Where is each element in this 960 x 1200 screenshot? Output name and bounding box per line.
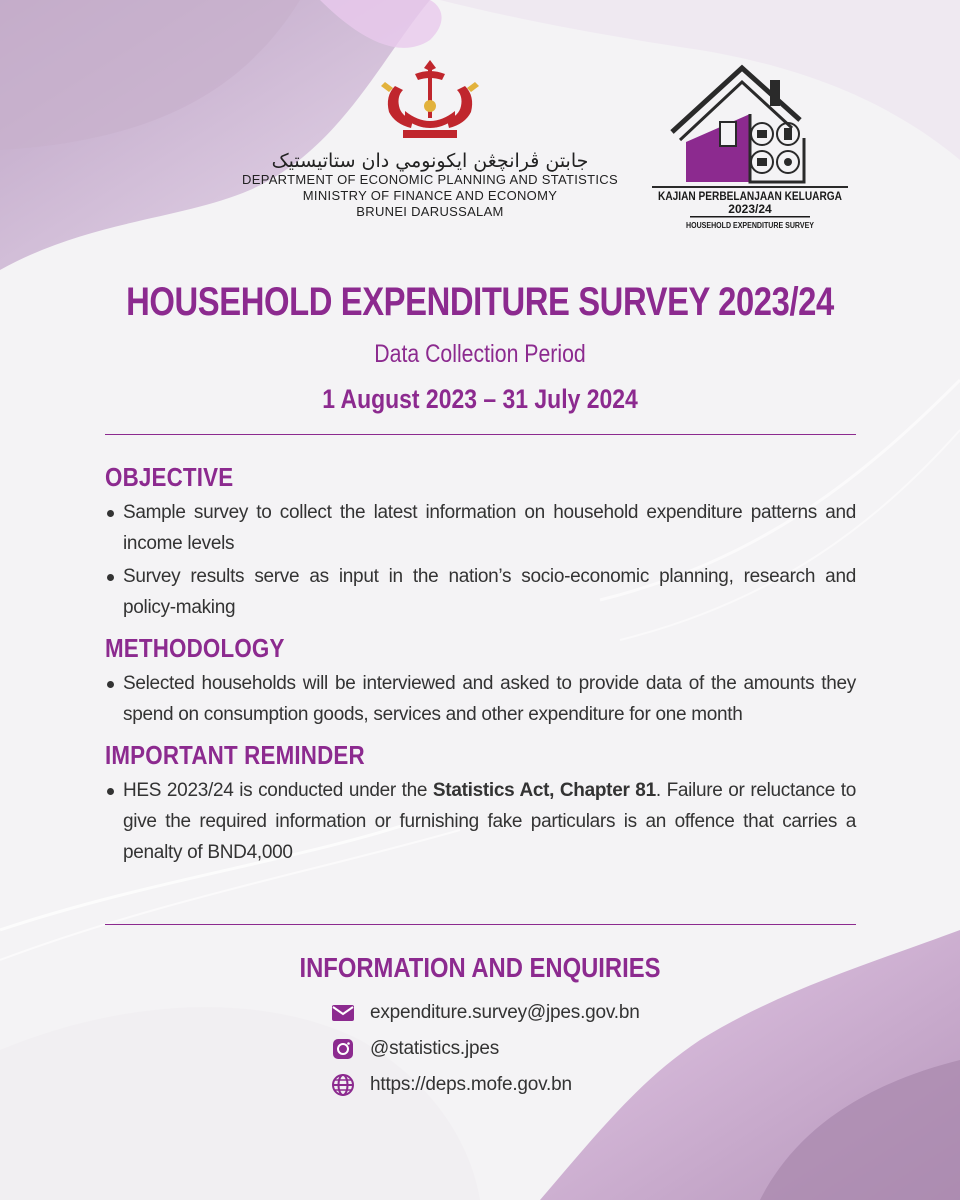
reminder-text-prefix: HES 2023/24 is conducted under the [123, 780, 433, 801]
globe-icon [330, 1072, 356, 1098]
bottom-divider [105, 924, 856, 925]
country-name: BRUNEI DARUSSALAM [356, 204, 504, 219]
reminder-heading: IMPORTANT REMINDER [105, 740, 365, 770]
enquiries-heading: INFORMATION AND ENQUIRIES [299, 952, 661, 983]
instagram-handle[interactable]: @statistics.jpes [370, 1038, 500, 1059]
instagram-icon [330, 1036, 356, 1062]
objective-section [105, 462, 856, 623]
department-header [220, 56, 640, 220]
state-crest-icon [375, 56, 485, 146]
top-divider [105, 434, 856, 435]
main-title: HOUSEHOLD EXPENDITURE SURVEY 2023/24 [126, 280, 834, 324]
envelope-icon [330, 1000, 356, 1026]
survey-logo-line2: 2023/24 [728, 202, 772, 216]
survey-logo-line3: HOUSEHOLD EXPENDITURE SURVEY [686, 221, 815, 230]
contact-instagram[interactable] [330, 1034, 730, 1064]
objective-heading: OBJECTIVE [105, 462, 234, 492]
jawi-department-name: جابتن ڤرانچڠن ايکونومي دان ستاتيستيک [271, 150, 589, 172]
methodology-section [105, 633, 856, 730]
content-body [105, 462, 856, 870]
objective-bullet: Survey results serve as input in the nation’s socio-economic planning, research and policy-making [105, 561, 856, 623]
objective-bullet: Sample survey to collect the latest information on household expenditure patterns and income levels [105, 497, 856, 559]
email-address[interactable]: expenditure.survey@jpes.gov.bn [370, 1002, 640, 1023]
website-url[interactable]: https://deps.mofe.gov.bn [370, 1074, 572, 1095]
house-icon [652, 68, 848, 188]
survey-logo-line1: KAJIAN PERBELANJAAN KELUARGA [658, 191, 842, 203]
reminder-bullet [105, 775, 856, 868]
methodology-heading: METHODOLOGY [105, 633, 285, 663]
collection-period: 1 August 2023 – 31 July 2024 [322, 384, 638, 414]
ministry-name: MINISTRY OF FINANCE AND ECONOMY [302, 188, 558, 203]
contact-website[interactable] [330, 1070, 730, 1100]
data-collection-label: Data Collection Period [374, 340, 586, 368]
survey-logo [650, 62, 850, 234]
contact-email[interactable] [330, 998, 730, 1028]
reminder-text-suffix: . Failure or reluctance to give the required information or furnishing fake particulars is an offence that carries a penalty of BND4,000 [123, 780, 856, 863]
methodology-bullet: Selected households will be interviewed and asked to provide data of the amounts they spend on consumption goods, services and other expenditure for one month [105, 668, 856, 730]
department-name: DEPARTMENT OF ECONOMIC PLANNING AND STATISTICS [242, 172, 618, 187]
reminder-section [105, 740, 856, 868]
statistics-act-reference: Statistics Act, Chapter 81 [432, 780, 656, 801]
